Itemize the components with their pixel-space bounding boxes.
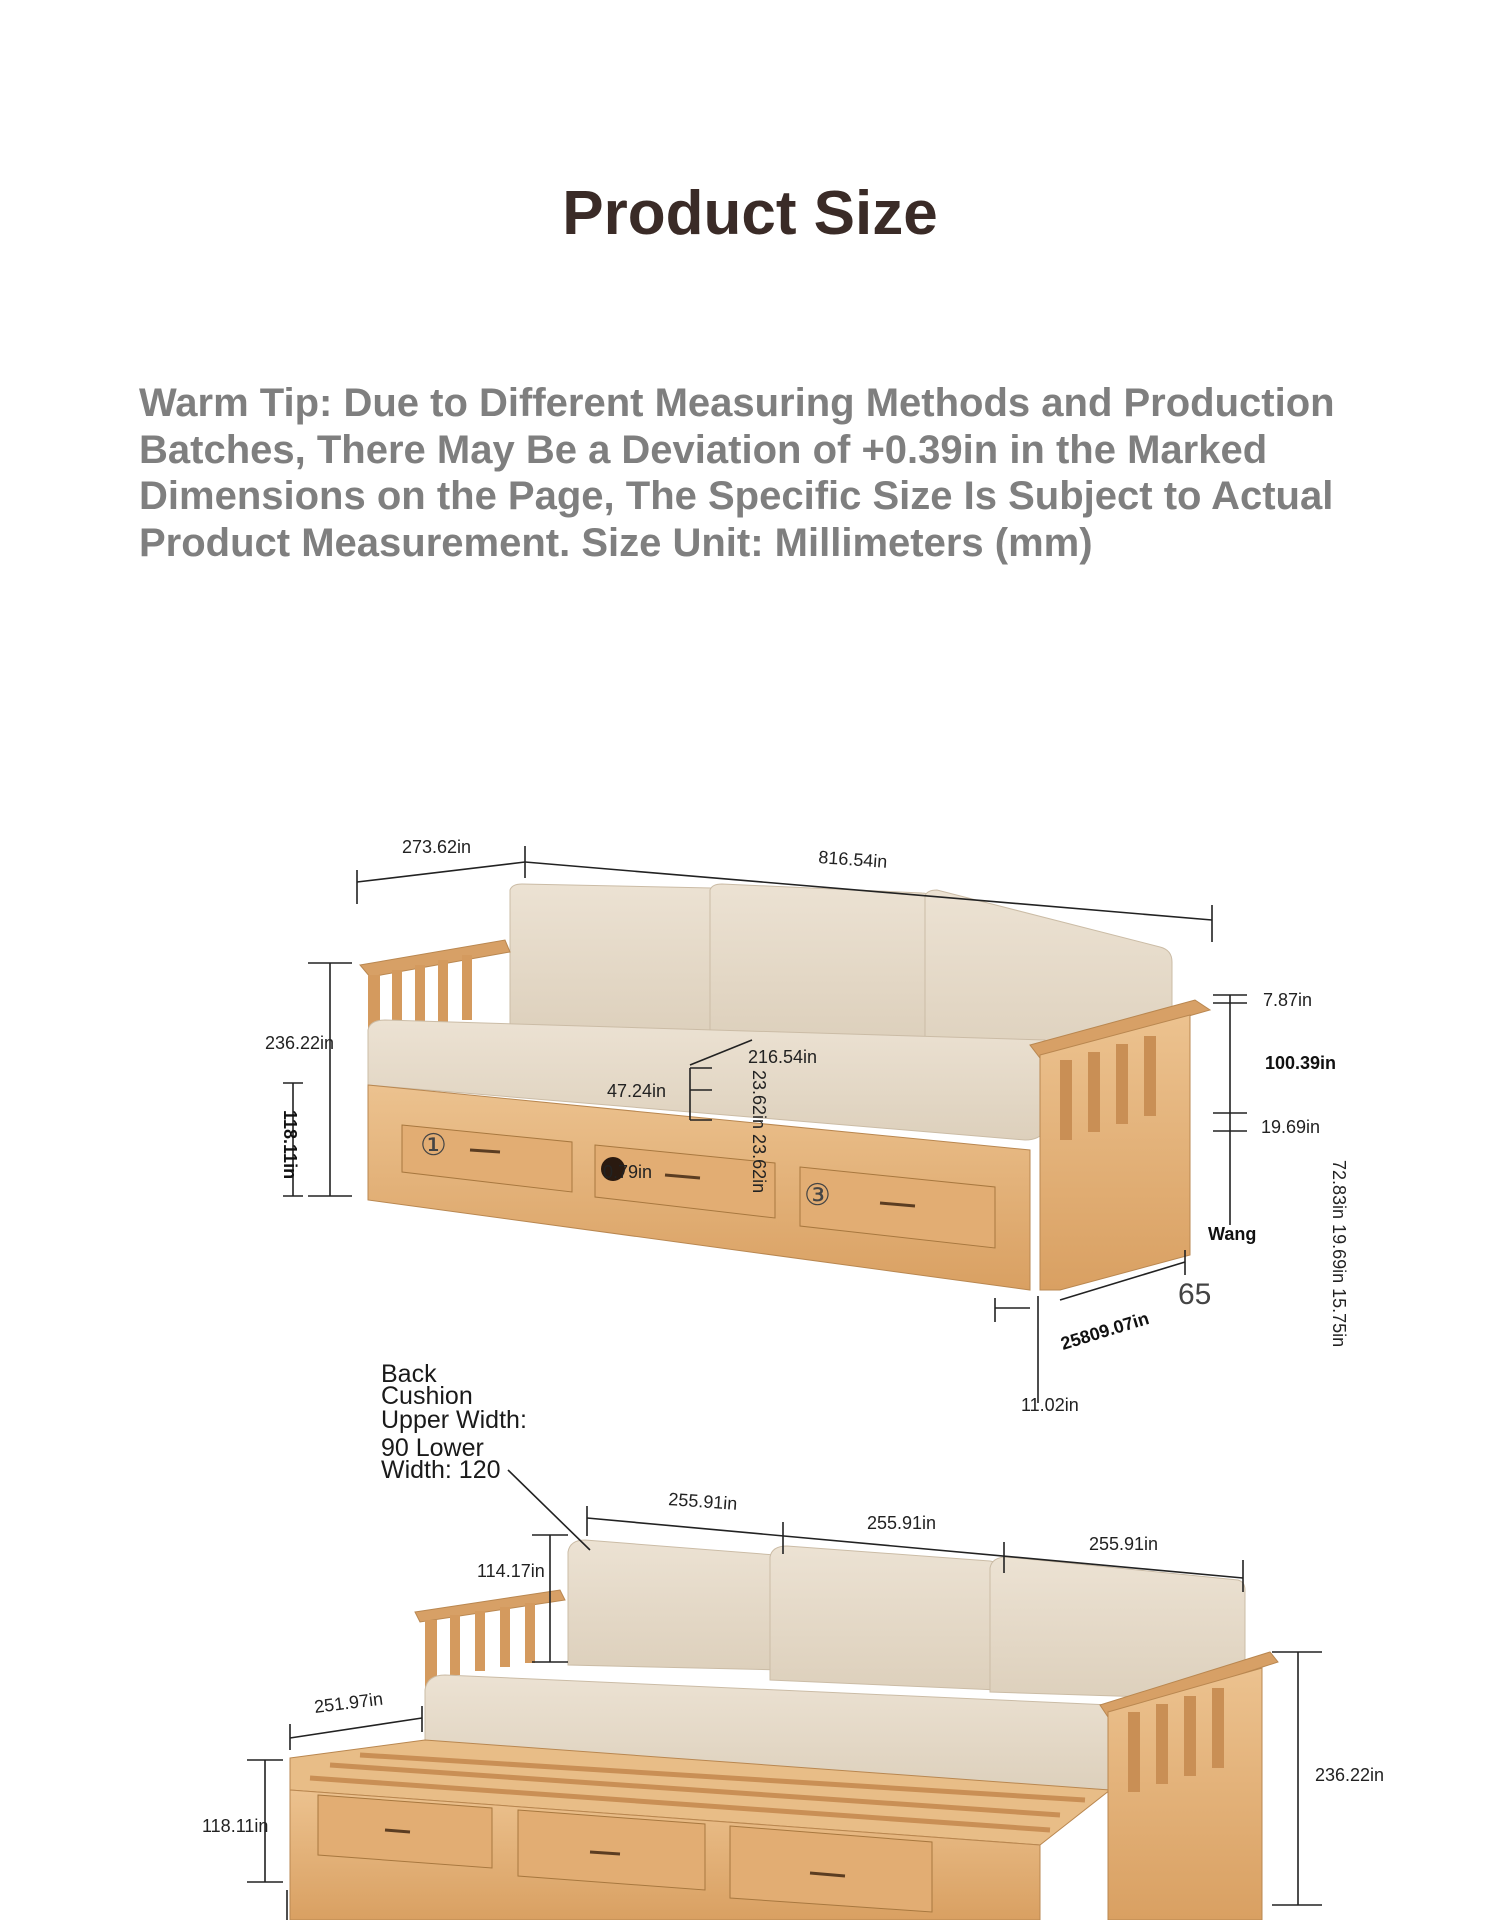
page-title: Product Size	[562, 179, 938, 248]
dim-extension-length: 251.97in	[313, 1688, 385, 1717]
dim-cushion-thickness: 47.24in	[607, 1081, 667, 1101]
dim-leg-width: 11.02in	[1021, 1395, 1079, 1415]
sofa-top-illustration	[360, 884, 1210, 1290]
dim-overall-height-bottom: 236.22in	[1315, 1765, 1385, 1785]
sofa-bottom-illustration	[290, 1540, 1278, 1920]
dim-cushion-width-1: 255.91in	[667, 1489, 739, 1514]
corner-number: 65	[1178, 1278, 1212, 1311]
dim-depth-mark: 25809.07in	[1058, 1308, 1152, 1354]
dim-overall-length: 816.54in	[817, 847, 889, 872]
back-cushion-note-line-2: Cushion	[381, 1382, 473, 1410]
drawer-1-marker: ①	[420, 1129, 447, 1162]
dim-vertical-pair: 23.62in 23.62in	[749, 1070, 769, 1194]
back-cushion-note	[381, 1360, 534, 1484]
dim-arm-top: 7.87in	[1263, 990, 1313, 1010]
dim-overall-height: 236.22in	[265, 1033, 335, 1053]
warm-tip: Warm Tip: Due to Different Measuring Methods and Production Batches, There May Be a Deviation of +0.39in in the Marked Dimensions on the Page, The Specific Size Is Subject to Actual Product Measurement. Size Unit: Millimeters (mm)	[139, 381, 1335, 565]
back-cushion-note-line-5: Width: 120	[381, 1456, 501, 1484]
dim-arm-width: 273.62in	[402, 837, 472, 857]
back-cushion-note-line-3: Upper Width:	[381, 1406, 527, 1434]
dim-side-stack: 72.83in 19.69in 15.75in	[1329, 1160, 1349, 1348]
dim-cushion-depth: 216.54in	[748, 1047, 818, 1067]
brand-mark: Wang	[1208, 1224, 1257, 1244]
back-cushion-note-line-4: 90 Lower	[381, 1434, 484, 1462]
dim-base-height: 118.11in	[280, 1110, 300, 1180]
dim-handle-size: 0.79in	[603, 1162, 653, 1182]
back-cushion-note-line-1: Back	[381, 1360, 437, 1388]
dim-extension-height: 118.11in	[202, 1816, 269, 1836]
dim-side-height: 100.39in	[1265, 1053, 1337, 1073]
dim-back-height: 114.17in	[477, 1561, 545, 1581]
dim-seat-cushion: 19.69in	[1261, 1117, 1321, 1137]
dim-cushion-width-3: 255.91in	[1089, 1534, 1159, 1554]
dim-cushion-width-2: 255.91in	[867, 1513, 937, 1533]
drawer-3-marker: ③	[804, 1179, 831, 1212]
